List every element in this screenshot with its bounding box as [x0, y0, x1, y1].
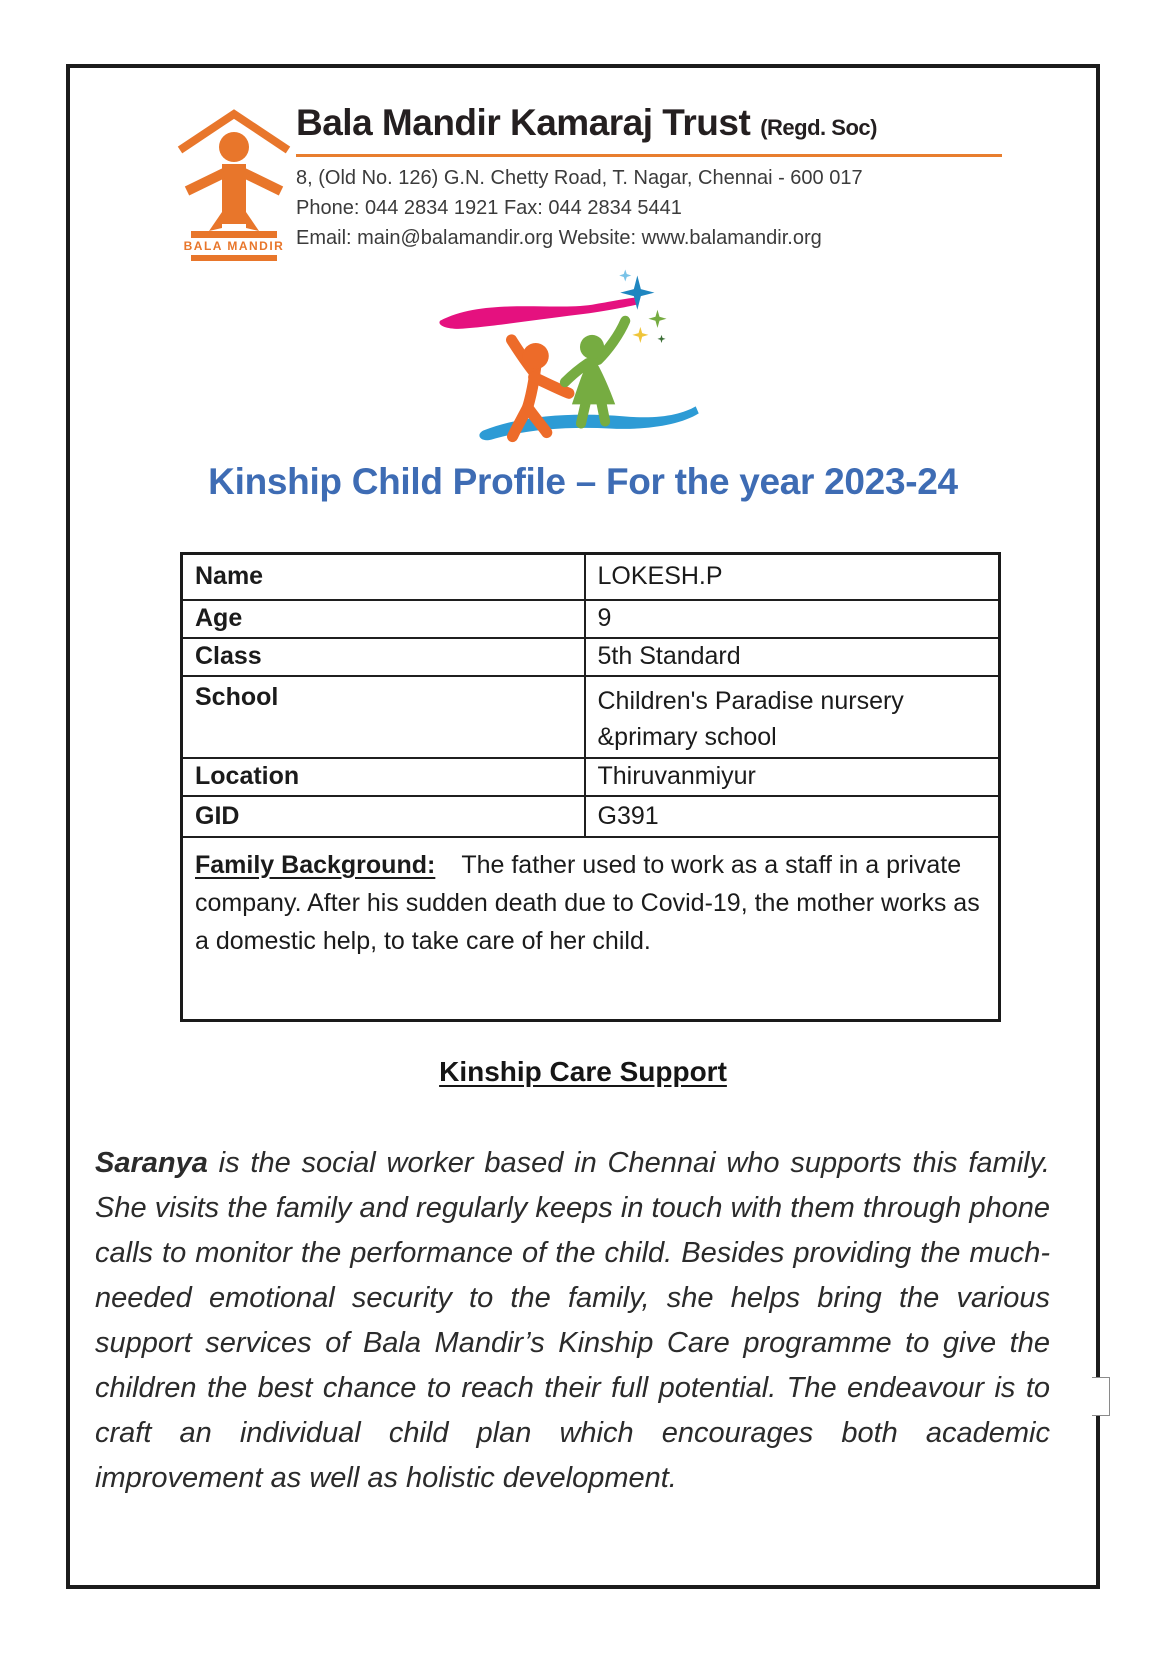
table-row — [182, 638, 1000, 676]
section-heading-text: Kinship Care Support — [439, 1056, 727, 1087]
row-value: 5th Standard — [585, 638, 1000, 676]
support-paragraph-text: is the social worker based in Chennai who supports this family. She visits the family and regularly keeps in touch with them through phone calls to monitor the performance of the child. Besides providing the much-needed emotional security to the family, she helps bring the various support services of Bala Mandir’s Kinship Care programme to give the children the best chance to reach their full potential. The endeavour is to craft an individual child plan which encourages both academic improvement as well as holistic development. — [95, 1147, 1050, 1494]
figure-left-foot — [209, 212, 222, 231]
figure-right-arm — [244, 173, 281, 191]
tiny-star-icon — [657, 335, 665, 343]
support-paragraph — [95, 1141, 1050, 1501]
bala-mandir-logo-icon — [172, 100, 296, 262]
row-value: 9 — [585, 600, 1000, 638]
family-background-text: The father used to work as a staff in a private company. After his sudden death due to Covid-19, the mother works as a domestic help, to take care of her child. — [195, 850, 980, 955]
org-name-row — [296, 102, 1002, 144]
row-value: Children's Paradise nursery &primary school — [585, 676, 1000, 758]
children-reaching-stars-logo-icon — [428, 254, 740, 448]
green-child-head — [580, 335, 604, 359]
table-row — [182, 554, 1000, 600]
family-background-label: Family Background: — [195, 850, 436, 879]
letterhead — [296, 102, 1002, 253]
base-bar-top — [191, 231, 277, 238]
page-title: Kinship Child Profile – For the year 2023-24 — [208, 461, 958, 502]
family-background-cell — [182, 837, 1000, 1021]
table-row — [182, 758, 1000, 796]
row-label: Name — [182, 554, 585, 600]
green-child-dress — [572, 355, 615, 404]
table-row — [182, 600, 1000, 638]
row-value: G391 — [585, 796, 1000, 837]
pink-swoosh — [439, 298, 636, 329]
figure-right-foot — [246, 212, 259, 231]
child-profile-table — [180, 552, 1001, 1022]
section-heading — [66, 1056, 1100, 1088]
figure-left-arm — [187, 173, 224, 191]
logo-caption: BALA MANDIR — [183, 239, 285, 253]
table-row — [182, 796, 1000, 837]
table-row — [182, 676, 1000, 758]
small-yellow-star-icon — [632, 327, 648, 343]
row-label: School — [182, 676, 585, 758]
row-label: Location — [182, 758, 585, 796]
org-phone-fax: Phone: 044 2834 1921 Fax: 044 2834 5441 — [296, 197, 682, 219]
orange-divider-rule — [296, 154, 1002, 157]
row-value: Thiruvanmiyur — [585, 758, 1000, 796]
row-label: Class — [182, 638, 585, 676]
orange-child-head — [523, 343, 549, 369]
figure-head — [219, 132, 249, 162]
org-contact-block — [296, 163, 1002, 253]
row-label: GID — [182, 796, 585, 837]
org-name: Bala Mandir Kamaraj Trust — [296, 102, 751, 143]
base-bar-bottom — [191, 255, 277, 261]
small-blue-star-icon — [619, 269, 631, 281]
family-background-row — [182, 837, 1000, 1021]
org-email-website: Email: main@balamandir.org Website: www.balamandir.org — [296, 227, 822, 249]
scan-notch-artifact — [1092, 1377, 1110, 1416]
social-worker-name: Saranya — [95, 1147, 208, 1179]
org-address: 8, (Old No. 126) G.N. Chetty Road, T. Nagar, Chennai - 600 017 — [296, 167, 863, 189]
row-label: Age — [182, 600, 585, 638]
small-green-star-icon — [648, 310, 666, 328]
figure-body — [222, 164, 246, 224]
org-registration-suffix: (Regd. Soc) — [760, 115, 877, 140]
row-value: LOKESH.P — [585, 554, 1000, 600]
